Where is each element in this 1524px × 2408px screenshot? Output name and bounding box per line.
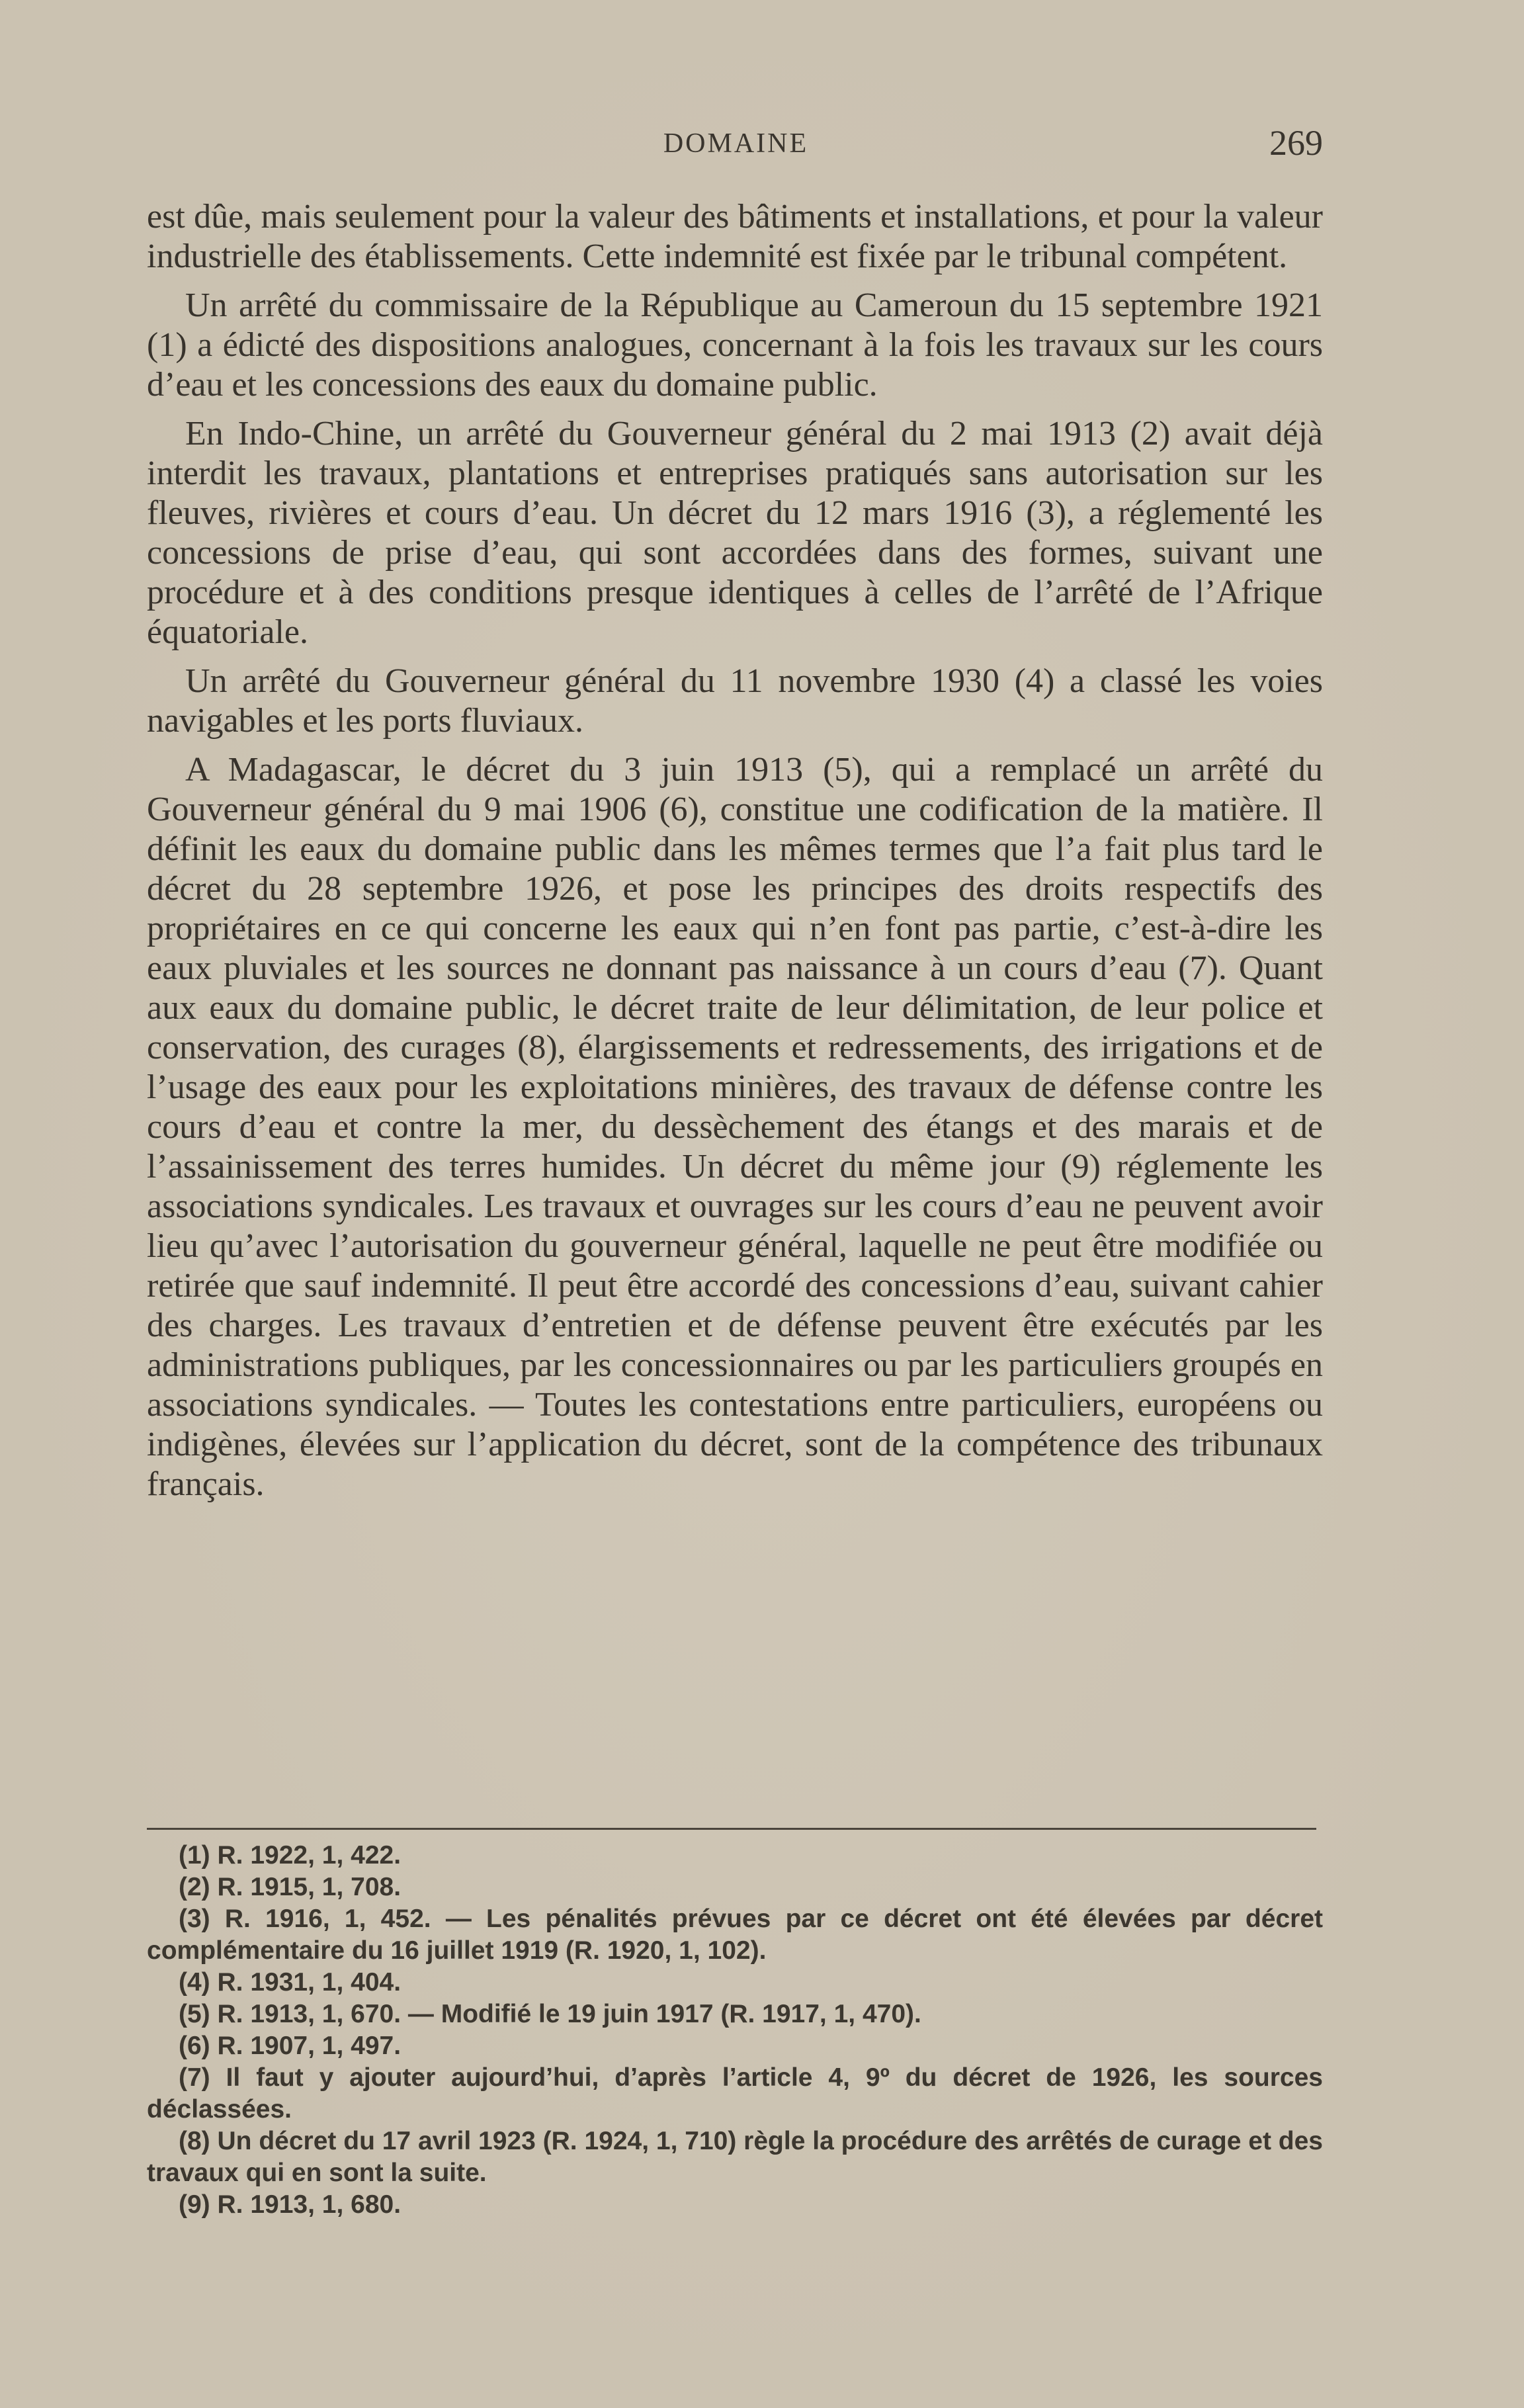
footnote: (8) Un décret du 17 avril 1923 (R. 1924, 1, 710) règle la procédure des arrêtés de curage et des travaux qui en sont la suite. xyxy=(147,2127,1323,2187)
footnote: (9) R. 1913, 1, 680. xyxy=(179,2190,402,2219)
footnotes xyxy=(147,1840,1323,2221)
page-number: 269 xyxy=(1269,123,1323,163)
footnote: (4) R. 1931, 1, 404. xyxy=(179,1968,402,1997)
footnote: (3) R. 1916, 1, 452. — Les pénalités prévues par ce décret ont été élevées par décret complémentaire du 16 juillet 1919 (R. 1920, 1, 102). xyxy=(147,1905,1323,1965)
paragraph: A Madagascar, le décret du 3 juin 1913 (5), qui a remplacé un arrêté du Gouverneur général du 9 mai 1906 (6), constitue une codification de la matière. Il définit les eaux du domaine public dans les mêmes termes que l’a fait plus tard le décret du 28 septembre 1926, et pose les principes des droits respectifs des propriétaires en ce qui concerne les eaux qui n’en font pas partie, c’est-à-dire les eaux pluviales et les sources ne donnant pas naissance à un cours d’eau (7). Quant aux eaux du domaine public, le décret traite de leur délimitation, de leur police et conservation, des curages (8), élargissements et redressements, des irrigations et de l’usage des eaux pour les exploitations minières, des travaux de défense contre les cours d’eau et contre la mer, du dessèchement des étangs et des marais et de l’assainissement des terres humides. Un décret du même jour (9) réglemente les associations syndicales. Les travaux et ouvrages sur les cours d’eau ne peuvent avoir lieu qu’avec l’autorisation du gouverneur général, laquelle ne peut être modifiée ou retirée que sauf indemnité. Il peut être accordé des concessions d’eau, suivant cahier des charges. Les travaux d’entretien et de défense peuvent être exécutés par les administrations publiques, par les concessionnaires ou par les particuliers groupés en associations syndicales. — Toutes les contestations entre particuliers, européens ou indigènes, élevées sur l’application du décret, sont de la compétence des tribunaux français. xyxy=(147,751,1323,1503)
footnote: (2) R. 1915, 1, 708. xyxy=(179,1873,402,1901)
paragraph: Un arrêté du Gouverneur général du 11 novembre 1930 (4) a classé les voies navigables et les ports fluviaux. xyxy=(147,662,1323,740)
main-text xyxy=(147,197,1323,1514)
footnote: (1) R. 1922, 1, 422. xyxy=(179,1841,402,1870)
paragraph: En Indo-Chine, un arrêté du Gouverneur général du 2 mai 1913 (2) avait déjà interdit les travaux, plantations et entreprises pratiqués sans autorisation sur les fleuves, rivières et cours d’eau. Un décret du 12 mars 1916 (3), a réglementé les concessions de prise d’eau, qui sont accordées dans des formes, suivant une procédure et à des conditions presque identiques à celles de l’arrêté de l’Afrique équatoriale. xyxy=(147,415,1323,651)
paragraph: Un arrêté du commissaire de la République au Cameroun du 15 septembre 1921 (1) a édicté des dispositions analogues, concernant à la fois les travaux sur les cours d’eau et les concessions des eaux du domaine public. xyxy=(147,286,1323,404)
running-header xyxy=(149,122,1323,169)
footnote: (6) R. 1907, 1, 497. xyxy=(179,2032,402,2060)
footnote-rule xyxy=(147,1828,1316,1830)
footnote: (5) R. 1913, 1, 670. — Modifié le 19 juin 1917 (R. 1917, 1, 470). xyxy=(179,2000,921,2028)
paragraph: est dûe, mais seulement pour la valeur des bâtiments et installations, et pour la valeur industrielle des établissements. Cette indemnité est fixée par le tribunal compétent. xyxy=(147,198,1323,275)
section-title: DOMAINE xyxy=(663,128,809,159)
footnote: (7) Il faut y ajouter aujourd’hui, d’après l’article 4, 9º du décret de 1926, les sources déclassées. xyxy=(147,2063,1323,2124)
